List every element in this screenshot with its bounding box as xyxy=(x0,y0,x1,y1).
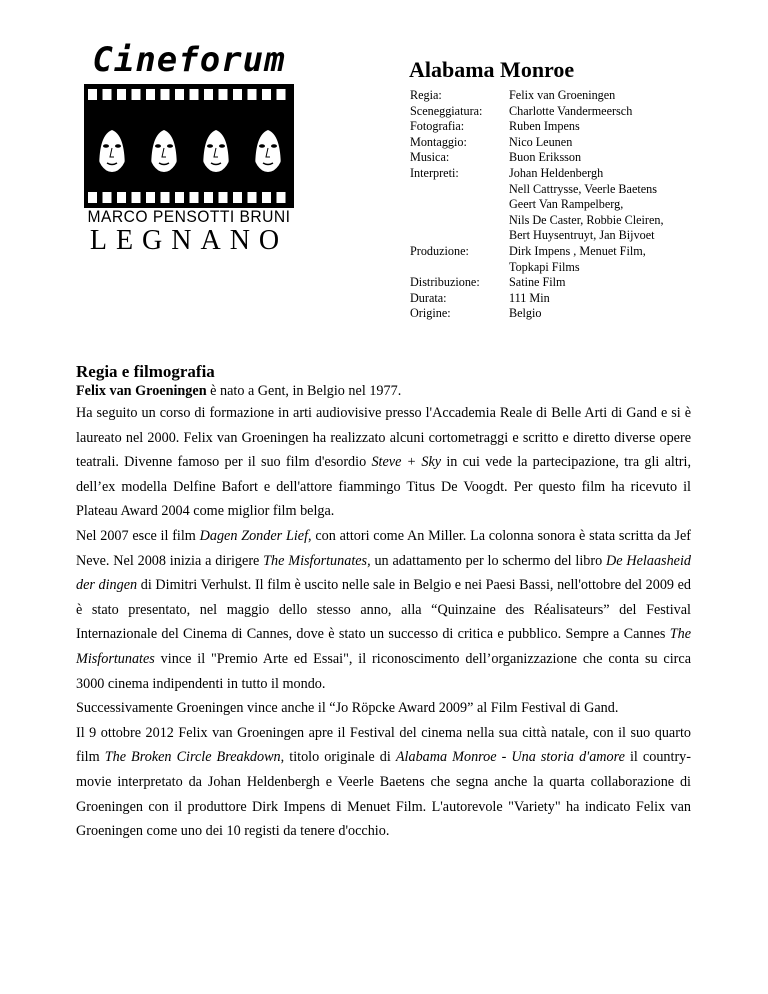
filmography-text-5: vince il "Premio Arte ed Essai", il riconoscimento dell’organizzazione che conta su circa 3000 cinema indipendenti in tutto il mondo. xyxy=(76,650,691,692)
credit-label: Sceneggiatura: xyxy=(410,103,483,118)
director-name: Felix van Groeningen xyxy=(76,383,207,399)
credit-label xyxy=(410,260,509,276)
credit-value: Geert Van Rampelberg, xyxy=(509,197,624,212)
latest-text-2: , titolo originale di xyxy=(280,749,396,766)
film-title-steve-sky: Steve + Sky xyxy=(371,454,442,471)
cineforum-logo xyxy=(78,40,300,256)
credit-value: Nico Leunen xyxy=(509,134,573,149)
credit-value: Topkapi Films xyxy=(509,259,580,274)
credit-label xyxy=(410,197,509,213)
credit-label: Durata: xyxy=(410,290,447,305)
film-title-dagen: Dagen Zonder Lief xyxy=(199,527,309,544)
credit-label: Produzione: xyxy=(410,243,469,258)
credit-row xyxy=(410,135,709,151)
career-text-2: in cui vede la partecipazione, tra gli altri, dell’ex modella Delfine Bafort e dell'attore fiammingo Titus De Voogdt. Per questo film ha ricevuto il Plateau Award 2004 come miglior film belga. xyxy=(76,454,691,520)
credit-row xyxy=(410,306,709,322)
credit-row xyxy=(410,260,709,276)
credit-value: 111 Min xyxy=(509,290,550,305)
paragraph-award xyxy=(76,696,691,721)
credit-value: Nils De Caster, Robbie Cleiren, xyxy=(509,212,664,227)
filmography-text: Nel 2007 esce il film xyxy=(76,527,200,544)
credit-row xyxy=(410,228,709,244)
credit-row xyxy=(410,182,709,198)
credit-label: Fotografia: xyxy=(410,119,465,134)
award-text: Successivamente Groeningen vince anche il “Jo Röpcke Award 2009” al Film Festival di Gand. xyxy=(76,700,619,717)
credit-value: Charlotte Vandermeersch xyxy=(509,103,633,118)
credit-row xyxy=(410,88,709,104)
film-title-alabama: Alabama Monroe - Una storia d'amore xyxy=(395,749,625,766)
credit-label: Regia: xyxy=(410,88,442,102)
credit-label: Interpreti: xyxy=(410,165,459,180)
credit-value: Dirk Impens , Menuet Film, xyxy=(509,243,646,258)
credit-value: Johan Heldenbergh xyxy=(509,165,604,180)
credit-label: Musica: xyxy=(410,150,450,165)
paragraph-filmography xyxy=(76,524,691,696)
credit-label: Montaggio: xyxy=(410,134,467,149)
biography-text xyxy=(76,382,691,844)
film-title-broken-circle: The Broken Circle Breakdown xyxy=(104,749,281,766)
career-text: Ha seguito un corso di formazione in arti audiovisive presso l'Accademia Reale di Belle Arti di Gand e si è laureato nel 2000. Felix van Groeningen ha realizzato alcuni cortometraggi e scritto e diretto diverse opere teatrali. Divenne famoso per il suo film d'esordio xyxy=(76,405,691,471)
credit-row xyxy=(410,213,709,229)
paragraph-latest xyxy=(76,721,691,844)
film-title-misfortunates: The Misfortunates xyxy=(263,552,368,569)
credit-row xyxy=(410,166,709,182)
logo-city: LEGNANO xyxy=(89,225,289,256)
credit-label: Distribuzione: xyxy=(410,275,480,290)
credit-value: Felix van Groeningen xyxy=(509,88,616,102)
paragraph-intro xyxy=(76,382,691,401)
credit-value: Bert Huysentruyt, Jan Bijvoet xyxy=(509,228,655,243)
credit-label xyxy=(410,213,509,229)
credit-value: Nell Cattrysse, Veerle Baetens xyxy=(509,181,658,196)
credit-value: Satine Film xyxy=(509,275,566,290)
credit-row xyxy=(410,244,709,260)
filmography-text-4: di Dimitri Verhulst. Il film è uscito nelle sale in Belgio e nei Paesi Bassi, nell'ottobre del 2009 ed è stato presentato, nel maggio dello stesso anno, alla “Quinzaine des Réalisateurs” del Festival Internazionale del Cinema di Cannes, dove è stato un successo di critica e pubblico. Sempre a Cannes xyxy=(76,577,692,643)
film-title-misfortunates-2: The Misfortunates xyxy=(76,626,691,667)
book-title: De Helaasheid der dingen xyxy=(76,552,691,594)
credit-row xyxy=(410,119,709,135)
credit-row xyxy=(410,197,709,213)
film-title: Alabama Monroe xyxy=(409,57,575,82)
credit-label xyxy=(410,182,509,198)
credit-value: Belgio xyxy=(509,306,542,321)
logo-subtitle: MARCO PENSOTTI BRUNI xyxy=(87,207,291,226)
credit-row xyxy=(410,291,709,307)
credit-value: Ruben Impens xyxy=(509,119,580,134)
credit-value: Buon Eriksson xyxy=(509,150,582,165)
film-strip-faces-icon xyxy=(84,84,294,208)
latest-text: Il 9 ottobre 2012 Felix van Groeningen apre il Festival del cinema nella sua città natale, con il suo quarto film xyxy=(76,724,691,766)
credit-row xyxy=(410,275,709,291)
credit-label: Origine: xyxy=(410,306,451,321)
credit-row xyxy=(410,104,709,120)
credit-label xyxy=(410,228,509,244)
credit-row xyxy=(410,150,709,166)
credits-table xyxy=(410,88,709,322)
filmography-text-3: , un adattamento per lo schermo del libro xyxy=(367,552,607,569)
intro-text: è nato a Gent, in Belgio nel 1977. xyxy=(206,383,402,399)
latest-text-3: il country-movie interpretato da Johan Heldenbergh e Veerle Baetens che segna anche la quarta collaborazione di Groeningen con il produttore Dirk Impens di Menuet Film. L'autorevole "Variety" ha indicato Felix van Groeningen come uno dei 10 registi da tenere d'occhio. xyxy=(76,749,691,840)
filmography-text-2: , con attori come An Miller. La colonna sonora è stata scritta da Jef Neve. Nel 2008 inizia a dirigere xyxy=(76,527,691,569)
section-title: Regia e filmografia xyxy=(76,362,215,381)
logo-title: Cineforum xyxy=(92,40,286,80)
paragraph-career xyxy=(76,401,691,524)
